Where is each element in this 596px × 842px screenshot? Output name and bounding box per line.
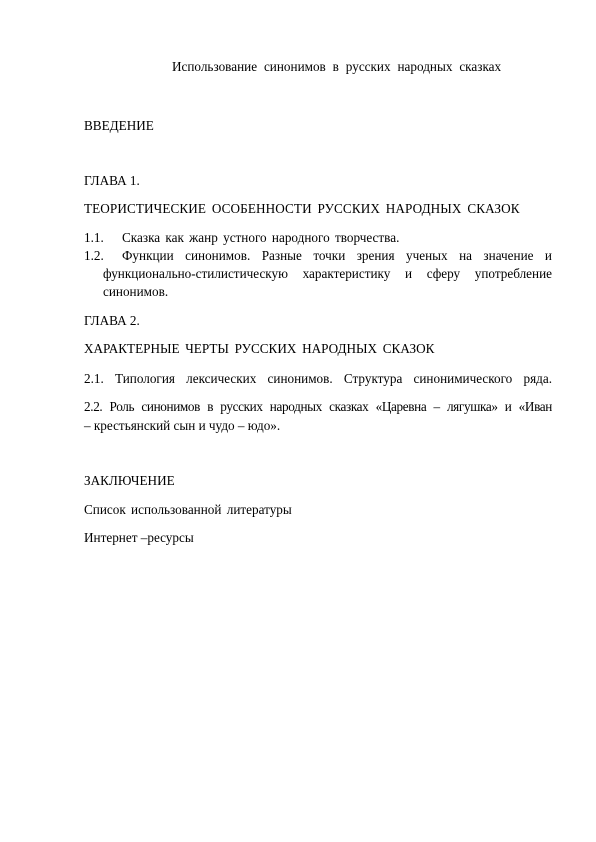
item-1-2-line-2: функционально-стилистическую характеристику и сферу употребление — [103, 266, 552, 281]
conclusion-heading: ЗАКЛЮЧЕНИЕ — [84, 473, 175, 488]
item-2-2-line-1: 2.2. Роль синонимов в русских народных сказках «Царевна – лягушка» и «Иван — [84, 399, 552, 414]
item-1-2-line-1: Функции синонимов. Разные точки зрения ученых на значение и — [122, 248, 552, 263]
chapter2-heading: ХАРАКТЕРНЫЕ ЧЕРТЫ РУССКИХ НАРОДНЫХ СКАЗОК — [84, 341, 435, 356]
chapter1-heading: ТЕОРИСТИЧЕСКИЕ ОСОБЕННОСТИ РУССКИХ НАРОДНЫХ СКАЗОК — [84, 201, 520, 216]
references-heading: Список использованной литературы — [84, 502, 292, 517]
document-title: Использование синонимов в русских народных сказках — [172, 59, 502, 74]
chapter2-label: ГЛАВА 2. — [84, 313, 140, 328]
item-1-1-text: Сказка как жанр устного народного творчества. — [122, 230, 400, 245]
intro-heading: ВВЕДЕНИЕ — [84, 118, 154, 133]
item-1-2-number: 1.2. — [84, 248, 104, 263]
item-1-1-number: 1.1. — [84, 230, 104, 245]
item-2-1-text: 2.1. Типология лексических синонимов. Структура синонимического ряда. — [84, 371, 552, 386]
item-2-2-line-2: – крестьянский сын и чудо – юдо». — [84, 418, 281, 433]
chapter1-label: ГЛАВА 1. — [84, 173, 140, 188]
internet-resources-heading: Интернет –ресурсы — [84, 530, 194, 545]
item-1-2-line-3: синонимов. — [103, 284, 169, 299]
